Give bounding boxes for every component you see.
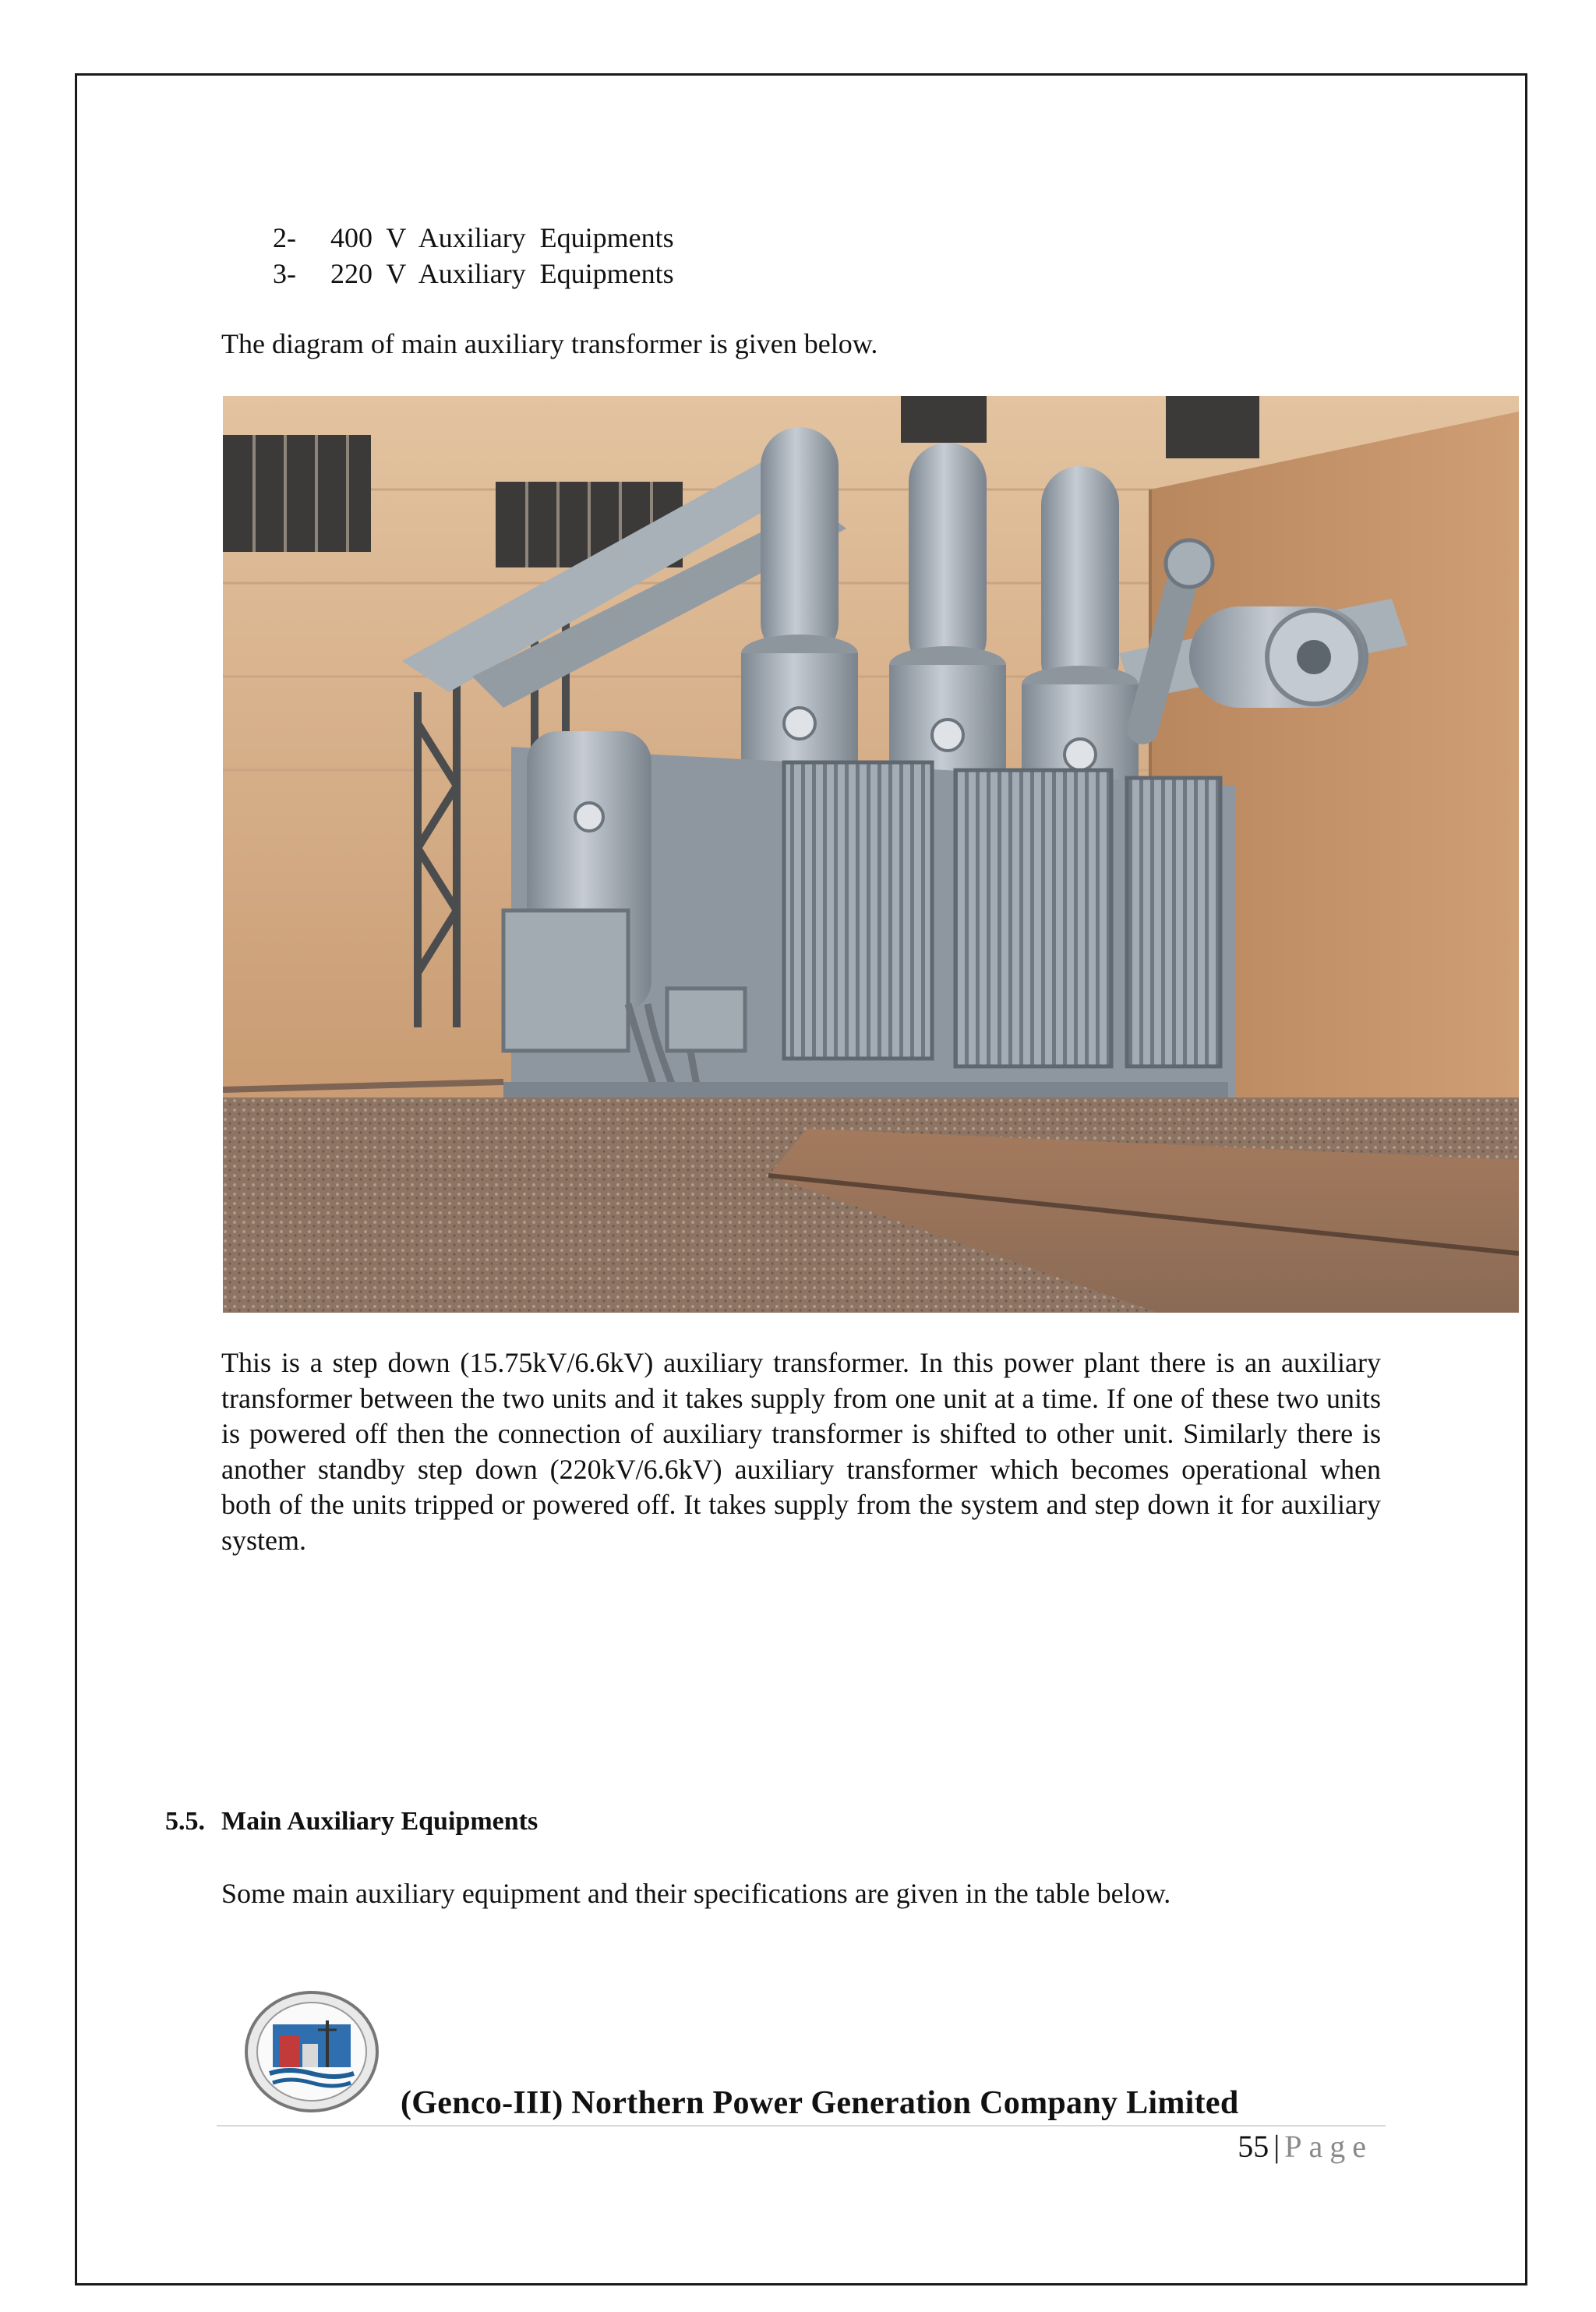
page-number-separator: |: [1273, 2129, 1280, 2164]
intro-text: The diagram of main auxiliary transformer is given below.: [221, 328, 878, 359]
list-item: [273, 220, 674, 256]
section-heading: [165, 1807, 538, 1837]
page-number: [1238, 2128, 1373, 2165]
equipment-list: [273, 220, 674, 292]
list-item-text: 400 V Auxiliary Equipments: [330, 222, 674, 253]
list-item: [273, 256, 674, 292]
transformer-illustration: [223, 396, 1519, 1313]
transformer-photo: [223, 396, 1519, 1313]
transformer-description: This is a step down (15.75kV/6.6kV) auxiliary transformer. In this power plant there is an auxiliary transformer between the two units and it takes supply from one unit at a time. If one of these two units is powered off then the connection of auxiliary transformer is shifted to other unit. Similarly there is another standby step down (220kV/6.6kV) auxiliary transformer which becomes operational when both of the units tripped or powered off. It takes supply from the system and step down it for auxiliary system.: [221, 1347, 1381, 1556]
section-number: 5.5.: [165, 1807, 205, 1836]
company-logo-icon: [242, 1989, 382, 2114]
footer-divider: [217, 2125, 1386, 2126]
company-logo: [242, 1989, 382, 2114]
list-item-text: 220 V Auxiliary Equipments: [330, 258, 674, 289]
section-title: Main Auxiliary Equipments: [221, 1807, 538, 1836]
company-name: (Genco-III) Northern Power Generation Company Limited: [401, 2085, 1239, 2121]
list-item-number: 3-: [273, 258, 296, 289]
page-label: Page: [1284, 2129, 1373, 2164]
section-text: Some main auxiliary equipment and their specifications are given in the table below.: [221, 1878, 1171, 1909]
list-item-number: 2-: [273, 222, 296, 253]
page-number-value: 55: [1238, 2129, 1269, 2164]
